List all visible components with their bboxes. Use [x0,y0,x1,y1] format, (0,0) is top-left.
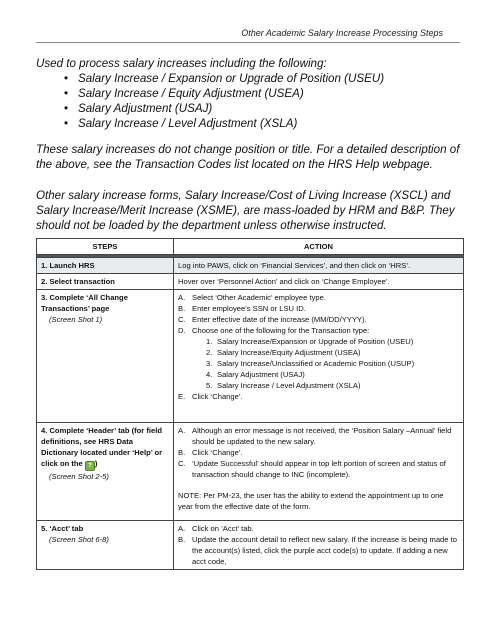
item-text: Click ‘Change’. [192,448,243,457]
list-item [178,425,459,447]
item-text: Salary Increase/Expansion or Upgrade of Position (USEU) [217,337,414,346]
list-item [206,380,459,391]
action-cell [174,290,464,423]
step-cell [37,423,174,521]
list-item: • Salary Increase / Level Adjustment (XSLA) [64,116,466,131]
screen-shot-ref: (Screen Shot 2-5) [49,472,109,481]
item-letter: A. [178,524,186,533]
action-cell [174,521,464,570]
item-letter: E. [178,392,186,401]
step-title: 5. ‘Acct’ tab [41,524,84,533]
step-cell: 2. Select transaction [37,274,174,290]
step-title: 3. Complete ‘All Change Transactions’ page [41,293,128,313]
item-number: 2. [206,348,213,357]
list-item [178,458,459,480]
action-column-header: ACTION [174,239,464,255]
item-letter: B. [178,448,186,457]
step-text-tail: ) [94,459,98,468]
item-text: Although an error message is not received, the ‘Position Salary –Annual’ field should be updated to the new salary. [192,426,452,446]
screen-shot-ref: (Screen Shot 1) [49,315,103,324]
intro-lead: Used to process salary increases including the following: [36,57,327,70]
steps-table [36,238,464,570]
list-item [206,347,459,358]
list-item [178,314,459,325]
mass-load-paragraph: Other salary increase forms, Salary Increase/Cost of Living Increase (XSCL) and Salary Increase/Merit Increase (XSME), are mass-loaded by HRM and B&P. They should not be loaded by the department unless otherwise instructed. [36,189,455,232]
item-text: Salary Increase/Unclassified or Academic Position (USUP) [217,359,415,368]
list-item [178,534,459,567]
description-paragraph: These salary increases do not change position or title. For a detailed description of the above, see the Transaction Codes list located on the HRS Help webpage. [36,143,460,171]
item-text: Enter effective date of the increase (MM/DD/YYYY). [192,315,367,324]
step-cell [37,521,174,570]
running-header: Other Academic Salary Increase Processing Steps [241,28,443,38]
list-item [206,358,459,369]
list-item [178,292,459,303]
step-cell: 1. Launch HRS [37,258,174,274]
item-text: Choose one of the following for the Transaction type: [192,326,370,335]
step-text: 4. Complete ‘Header’ tab (for field definitions, see HRS Data Dictionary located under ‘Help’ or click on the [41,426,163,468]
item-number: 5. [206,381,213,390]
item-letter: A. [178,426,186,435]
item-text: Select ‘Other Academic’ employee type. [192,293,326,302]
step-title [41,425,169,471]
transaction-type-list [192,336,459,391]
help-icon[interactable]: ? [85,461,95,471]
item-text: Enter employee’s SSN or LSU ID. [192,304,306,313]
screen-shot-ref: (Screen Shot 6-8) [49,535,109,544]
item-text: ‘Update Successful’ should appear in top left portion of screen and status of transaction should change to INC (incomplete). [192,459,446,479]
list-item [178,391,459,402]
action-cell: Log into PAWS, click on ‘Financial Services’, and then click on ‘HRS’. [174,258,464,274]
table-row [37,290,464,423]
item-number: 4. [206,370,213,379]
table-row [37,274,464,290]
list-item [178,523,459,534]
item-number: 1. [206,337,213,346]
steps-column-header: STEPS [37,239,174,255]
list-item [206,336,459,347]
item-text: Click ‘Change’. [192,392,243,401]
list-item: • Salary Increase / Expansion or Upgrade of Position (USEU) [64,71,466,86]
item-letter: C. [178,459,186,468]
list-item [178,447,459,458]
item-letter: B. [178,304,186,313]
item-text: Salary Increase / Level Adjustment (XSLA) [217,381,361,390]
action-cell [174,423,464,521]
list-item: • Salary Adjustment (USAJ) [64,101,466,116]
action-cell: Hover over ‘Personnel Action’ and click on ‘Change Employee’. [174,274,464,290]
item-number: 3. [206,359,213,368]
item-text: Salary Increase/Equity Adjustment (USEA) [217,348,361,357]
item-letter: A. [178,293,186,302]
action-list [178,425,459,480]
header-rule [36,42,460,43]
table-row [37,521,464,570]
intro-section [36,56,466,131]
action-list [178,523,459,567]
list-item [206,369,459,380]
item-letter: C. [178,315,186,324]
list-item: • Salary Increase / Equity Adjustment (USEA) [64,86,466,101]
step-cell [37,290,174,423]
list-item [178,325,459,391]
item-text: Click on ‘Acct’ tab. [192,524,254,533]
list-item [178,303,459,314]
item-text: Salary Adjustment (USAJ) [217,370,305,379]
table-row [37,258,464,274]
table-row [37,423,464,521]
item-letter: D. [178,326,186,335]
note-text: NOTE: Per PM-23, the user has the ability to extend the appointment up to one year from the effective date of the form. [178,491,444,511]
transaction-code-list [36,71,466,131]
action-list [178,292,459,402]
item-letter: B. [178,535,186,544]
table-header-row [37,239,464,255]
item-text: Update the account detail to reflect new salary. If the increase is being made to the account(s) listed, click the purple acct code(s) to update. If adding a new acct code, [192,535,457,566]
